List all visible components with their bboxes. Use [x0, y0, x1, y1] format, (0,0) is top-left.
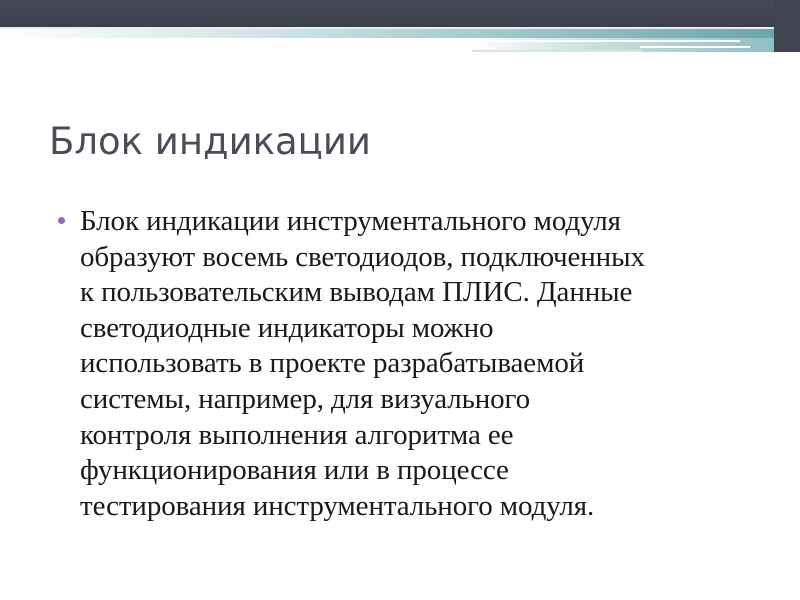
header-corner-block — [774, 0, 800, 52]
bullet-text-line: системы, например, для визуального — [80, 382, 531, 415]
bullet-text-line: Блок индикации инструментального модуля — [80, 205, 621, 237]
bullet-dot-icon — [58, 217, 65, 224]
header-accent-strip — [0, 29, 774, 38]
header-decor-line — [640, 46, 750, 48]
bullet-text-line: тестирования инструментального модуля. — [80, 489, 595, 522]
bullet-text-line: функционирования или в процессе — [80, 454, 509, 487]
bullet-text-line: образуют восемь светодиодов, подключенных — [80, 240, 645, 273]
bullet-text-line: использовать в проекте разрабатываемой — [80, 347, 585, 380]
header-decor-line — [472, 50, 642, 52]
slide-content — [58, 204, 770, 524]
header-band — [0, 0, 800, 27]
bullet-text-line: светодиодные индикаторы можно — [80, 311, 494, 344]
bullet-text-line: к пользовательским выводам ПЛИС. Данные — [80, 276, 633, 309]
bullet-text-line: контроля выполнения алгоритма ее — [80, 418, 514, 451]
slide-title: Блок индикации — [49, 120, 371, 163]
header-decor-line — [485, 40, 740, 42]
bullet-item — [58, 204, 770, 524]
